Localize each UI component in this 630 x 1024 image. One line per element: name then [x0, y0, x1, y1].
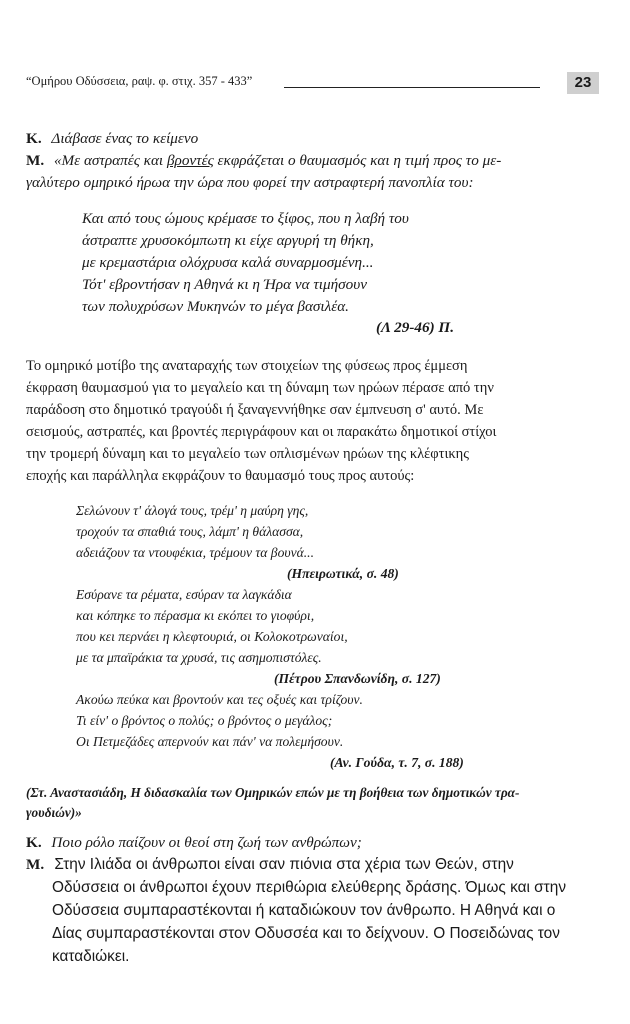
paragraph-line: εποχής και παράλληλα εκφράζουν το θαυμασμό τους προς αυτούς: — [26, 468, 415, 484]
folk-verse-line: Οι Πετμεζάδες απερνούν και πάν' να πολεμήσουν. — [76, 734, 344, 749]
student-answer-line — [26, 856, 514, 874]
page-number: 23 — [567, 72, 599, 94]
teacher-instruction-line — [26, 130, 198, 148]
folk-verse-line: Σελώνουν τ' άλογά τους, τρέμ' η μαύρη γης, — [76, 503, 309, 518]
folk-verse-line: αδειάζουν τα ντουφέκια, τρέμουν τα βουνά... — [76, 545, 314, 560]
paragraph-line: την τρομερή δύναμη και το μεγαλείο των οπλισμένων ηρώων της κλέφτικης — [26, 446, 469, 462]
student-marker: Μ. — [26, 152, 45, 169]
folk-verse-line: που κει περνάει η κλεφτουριά, οι Κολοκοτρωναίοι, — [76, 629, 348, 644]
student-answer-line-2: γαλύτερο ομηρικό ήρωα την ώρα που φορεί την αστραφτερή πανοπλία του: — [26, 174, 474, 191]
teacher-question-line — [26, 834, 362, 852]
folk-verse-line: και κόπηκε το πέρασμα κι εκόπει το γιοφύρι, — [76, 608, 315, 623]
teacher-instruction: Διάβασε ένας το κείμενο — [51, 130, 199, 147]
answer-underlined-word: βροντές — [166, 152, 214, 169]
answer-text-a: «Με αστραπές και — [53, 152, 167, 169]
teacher-question: Ποιο ρόλο παίζουν οι θεοί στη ζωή των ανθρώπων; — [51, 834, 362, 851]
folk-verse-line: με τα μπαϊράκια τα χρυσά, τις ασημοπιστόλες. — [76, 650, 322, 665]
folk-source: (Πέτρου Σπανδωνίδη, σ. 127) — [274, 671, 441, 686]
header-rule — [284, 87, 540, 88]
paragraph-line: σεισμούς, αστραπές, και βροντές περιγράφουν και οι παρακάτω δημοτικοί στίχοι — [26, 424, 497, 440]
paragraph-line: παράδοση στο δημοτικό τραγούδι ή ξαναγεννήθηκε σαν έμπνευση σ' αυτό. Με — [26, 402, 484, 418]
answer-line: καταδιώκει. — [52, 948, 130, 965]
quote-line: Και από τους ώμους κρέμασε το ξίφος, που η λαβή του — [82, 210, 409, 227]
answer-text: Στην Ιλιάδα οι άνθρωποι είναι σαν πιόνια στα χέρια των Θεών, στην — [54, 856, 514, 873]
paragraph-line: Το ομηρικό μοτίβο της αναταραχής των στοιχείων της φύσεως προς έμμεση — [26, 358, 468, 374]
quote-line: των πολυχρύσων Μυκηνών το μέγα βασιλέα. — [82, 298, 349, 315]
folk-verse-line: Εσύρανε τα ρέματα, εσύραν τα λαγκάδια — [76, 587, 292, 602]
folk-source: (Αν. Γούδα, τ. 7, σ. 188) — [330, 755, 464, 770]
folk-source: (Ηπειρωτικά, σ. 48) — [287, 566, 399, 581]
answer-line: Οδύσσεια συμπαραστέκονται ή καταδιώκουν τον άνθρωπο. Η Αθηνά και ο — [52, 902, 556, 919]
folk-verse-line: Ακούω πεύκα και βροντούν και τες οξυές και τρίζουν. — [76, 692, 363, 707]
paragraph-line: έκφραση θαυμασμού για το μεγαλείο και τη δύναμη των ηρώων πέρασε από την — [26, 380, 494, 396]
teacher-marker: Κ. — [26, 130, 42, 147]
quote-source: (Λ 29-46) Π. — [376, 319, 455, 336]
teacher-marker: Κ. — [26, 834, 42, 851]
page-header — [26, 72, 606, 96]
student-marker: Μ. — [26, 856, 45, 873]
quote-line: Τότ' εβροντήσαν η Αθηνά κι η Ήρα να τιμήσουν — [82, 276, 367, 293]
running-title: “Ομήρου Οδύσσεια, ραψ. φ. στιχ. 357 - 433” — [26, 74, 253, 88]
citation-line: γουδιών)» — [26, 805, 82, 820]
answer-line: Οδύσσεια οι άνθρωποι έχουν περιθώρια ελεύθερης δράσης. Όμως και στην — [52, 879, 567, 896]
quote-line: με κρεμαστάρια ολόχρυσα καλά συναρμοσμένη... — [82, 254, 374, 271]
folk-verse-line: τροχούν τα σπαθιά τους, λάμπ' η θάλασσα, — [76, 524, 304, 539]
folk-verse-line: Τι είν' ο βρόντος ο πολύς; ο βρόντος ο μεγάλος; — [76, 713, 333, 728]
quote-line: άστραπτε χρυσοκόμπωτη κι είχε αργυρή τη θήκη, — [82, 232, 374, 249]
answer-line: Δίας συμπαραστέκονται στον Οδυσσέα και το δείχνουν. Ο Ποσειδώνας τον — [52, 925, 560, 942]
citation-line: (Στ. Αναστασιάδη, Η διδασκαλία των Ομηρικών επών με τη βοήθεια των δημοτικών τρα- — [26, 785, 520, 800]
answer-text-b: εκφράζεται ο θαυμασμός και η τιμή προς το με- — [213, 152, 502, 169]
student-answer-line-1 — [26, 152, 501, 170]
